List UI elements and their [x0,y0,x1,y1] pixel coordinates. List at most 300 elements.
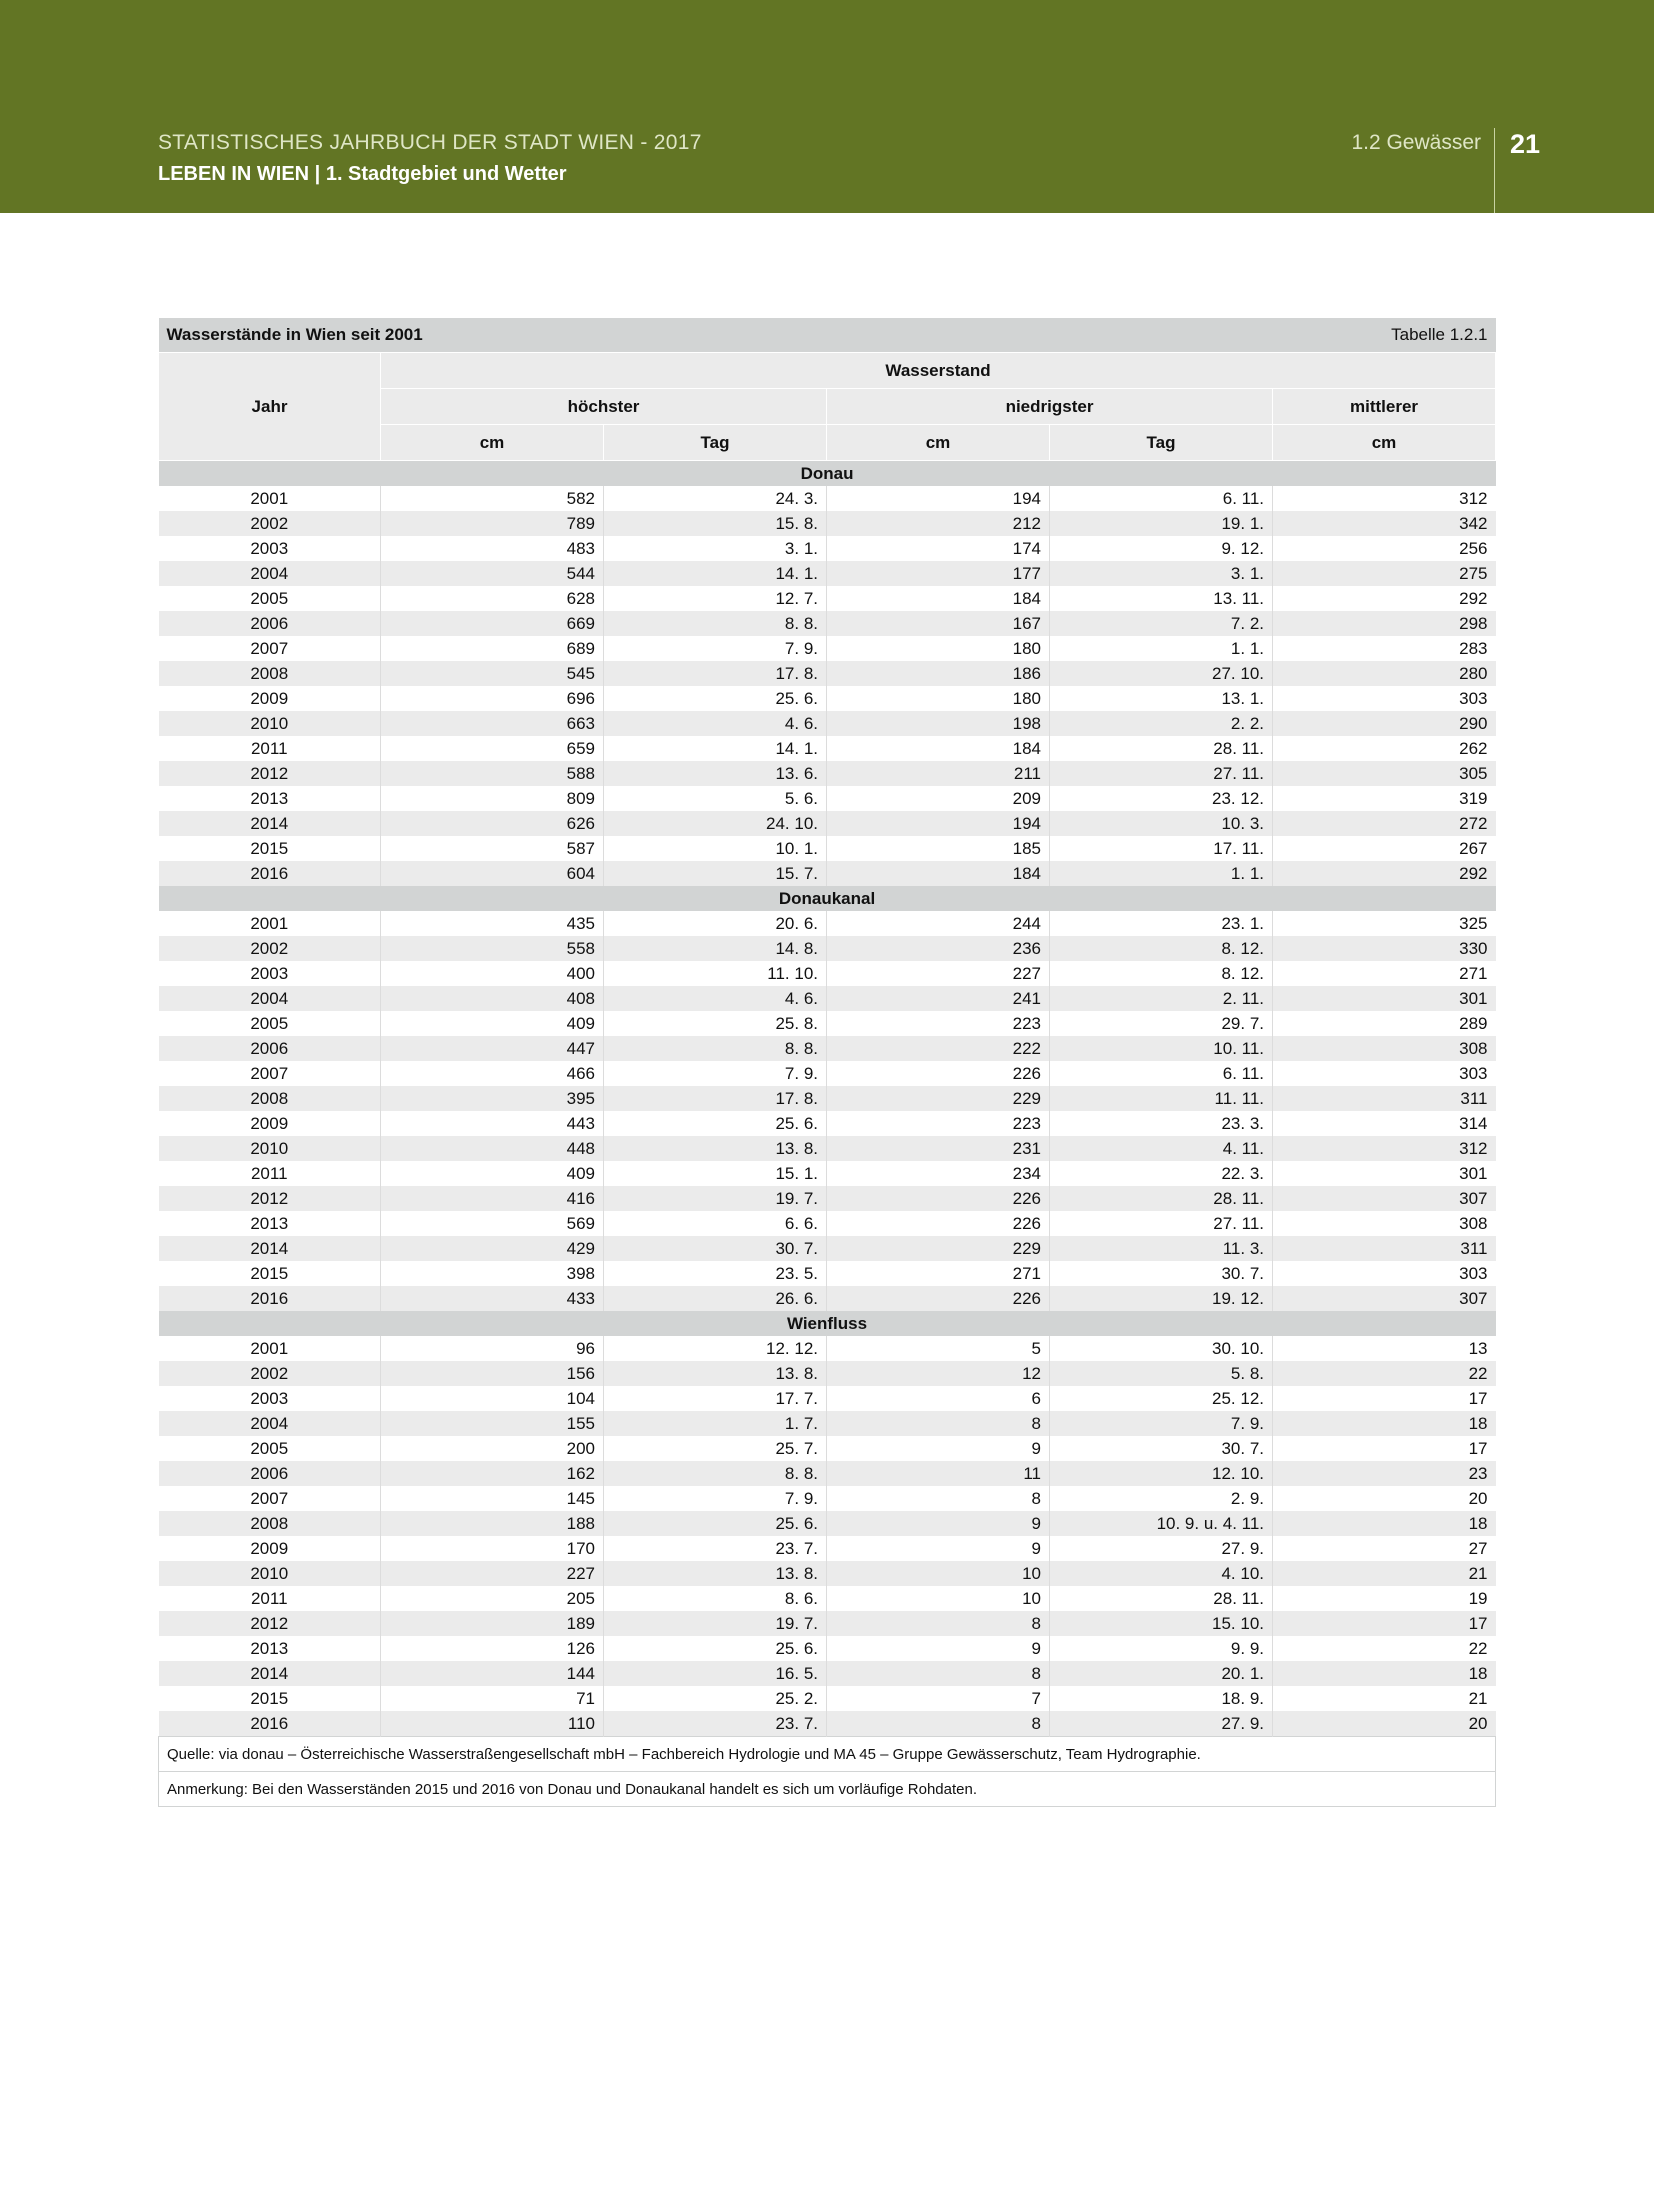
cell-mean-cm: 311 [1273,1236,1496,1261]
cell-lowest-cm: 8 [827,1611,1050,1636]
cell-highest-day: 15. 8. [604,511,827,536]
cell-lowest-cm: 8 [827,1711,1050,1737]
cell-highest-day: 8. 8. [604,611,827,636]
cell-lowest-cm: 229 [827,1086,1050,1111]
cell-year: 2004 [159,561,381,586]
table-row [159,786,1496,811]
cell-mean-cm: 290 [1273,711,1496,736]
cell-lowest-cm: 180 [827,636,1050,661]
cell-mean-cm: 17 [1273,1611,1496,1636]
cell-highest-cm: 435 [381,911,604,936]
cell-highest-cm: 110 [381,1711,604,1737]
cell-highest-cm: 104 [381,1386,604,1411]
table-row [159,836,1496,861]
cell-year: 2011 [159,736,381,761]
cell-highest-day: 16. 5. [604,1661,827,1686]
cell-lowest-cm: 167 [827,611,1050,636]
cell-lowest-day: 6. 11. [1050,486,1273,511]
cell-mean-cm: 256 [1273,536,1496,561]
table-row [159,1111,1496,1136]
cell-lowest-day: 10. 9. u. 4. 11. [1050,1511,1273,1536]
cell-mean-cm: 308 [1273,1211,1496,1236]
cell-mean-cm: 283 [1273,636,1496,661]
table-row [159,1061,1496,1086]
cell-highest-cm: 588 [381,761,604,786]
table-row [159,1436,1496,1461]
cell-year: 2009 [159,1111,381,1136]
table-row [159,686,1496,711]
cell-highest-cm: 443 [381,1111,604,1136]
cell-year: 2016 [159,1286,381,1311]
cell-lowest-day: 27. 10. [1050,661,1273,686]
cell-lowest-day: 27. 9. [1050,1711,1273,1737]
cell-highest-day: 14. 1. [604,561,827,586]
cell-lowest-cm: 185 [827,836,1050,861]
cell-lowest-day: 4. 10. [1050,1561,1273,1586]
cell-highest-cm: 604 [381,861,604,886]
cell-highest-cm: 227 [381,1561,604,1586]
table-row [159,1411,1496,1436]
cell-highest-day: 25. 6. [604,686,827,711]
header-mean: mittlerer [1273,389,1496,425]
cell-highest-day: 11. 10. [604,961,827,986]
cell-year: 2016 [159,1711,381,1737]
cell-lowest-cm: 244 [827,911,1050,936]
table-row [159,1136,1496,1161]
cell-highest-day: 20. 6. [604,911,827,936]
cell-lowest-cm: 236 [827,936,1050,961]
section-name: Donaukanal [159,886,1496,911]
cell-lowest-cm: 12 [827,1361,1050,1386]
cell-lowest-day: 7. 9. [1050,1411,1273,1436]
cell-highest-day: 25. 2. [604,1686,827,1711]
cell-mean-cm: 342 [1273,511,1496,536]
cell-lowest-day: 11. 11. [1050,1086,1273,1111]
cell-highest-cm: 96 [381,1336,604,1361]
cell-highest-day: 23. 7. [604,1536,827,1561]
publication-title: STATISTISCHES JAHRBUCH DER STADT WIEN - 2017 [158,131,702,154]
cell-highest-cm: 569 [381,1211,604,1236]
cell-mean-cm: 280 [1273,661,1496,686]
table-body [159,461,1496,1737]
header-wasserstand: Wasserstand [381,353,1496,389]
cell-year: 2002 [159,936,381,961]
cell-highest-day: 23. 7. [604,1711,827,1737]
cell-lowest-day: 13. 1. [1050,686,1273,711]
cell-highest-cm: 155 [381,1411,604,1436]
cell-lowest-day: 2. 11. [1050,986,1273,1011]
cell-highest-day: 7. 9. [604,1061,827,1086]
section-name: Wienfluss [159,1311,1496,1336]
cell-highest-cm: 582 [381,486,604,511]
table-row [159,1261,1496,1286]
header-highest: höchster [381,389,827,425]
section-row [159,886,1496,911]
cell-highest-cm: 162 [381,1461,604,1486]
cell-highest-cm: 587 [381,836,604,861]
cell-lowest-cm: 9 [827,1511,1050,1536]
cell-mean-cm: 13 [1273,1336,1496,1361]
cell-lowest-cm: 186 [827,661,1050,686]
cell-highest-cm: 669 [381,611,604,636]
cell-mean-cm: 18 [1273,1511,1496,1536]
cell-highest-cm: 466 [381,1061,604,1086]
cell-lowest-cm: 11 [827,1461,1050,1486]
cell-lowest-day: 5. 8. [1050,1361,1273,1386]
cell-lowest-day: 1. 1. [1050,636,1273,661]
cell-highest-cm: 628 [381,586,604,611]
cell-lowest-day: 19. 12. [1050,1286,1273,1311]
header-year: Jahr [159,353,381,461]
cell-highest-cm: 545 [381,661,604,686]
cell-year: 2014 [159,811,381,836]
cell-highest-day: 5. 6. [604,786,827,811]
cell-highest-day: 6. 6. [604,1211,827,1236]
cell-highest-day: 25. 6. [604,1111,827,1136]
table-row [159,1611,1496,1636]
table-row [159,1586,1496,1611]
cell-highest-day: 24. 10. [604,811,827,836]
header-lowest-cm: cm [827,425,1050,461]
table-row [159,536,1496,561]
cell-mean-cm: 330 [1273,936,1496,961]
cell-highest-cm: 448 [381,1136,604,1161]
cell-highest-cm: 170 [381,1536,604,1561]
table-row [159,611,1496,636]
cell-lowest-cm: 7 [827,1686,1050,1711]
cell-lowest-day: 27. 9. [1050,1536,1273,1561]
cell-lowest-cm: 6 [827,1386,1050,1411]
cell-lowest-cm: 180 [827,686,1050,711]
table-row [159,811,1496,836]
cell-mean-cm: 23 [1273,1461,1496,1486]
cell-year: 2010 [159,1561,381,1586]
cell-mean-cm: 267 [1273,836,1496,861]
cell-lowest-day: 4. 11. [1050,1136,1273,1161]
table-title: Wasserstände in Wien seit 2001 [159,318,827,353]
cell-mean-cm: 272 [1273,811,1496,836]
cell-year: 2012 [159,761,381,786]
cell-lowest-day: 30. 7. [1050,1436,1273,1461]
cell-lowest-day: 20. 1. [1050,1661,1273,1686]
cell-lowest-day: 30. 10. [1050,1336,1273,1361]
table-row [159,1386,1496,1411]
cell-highest-cm: 71 [381,1686,604,1711]
section-name: Donau [159,461,1496,487]
cell-mean-cm: 18 [1273,1661,1496,1686]
table-row [159,1486,1496,1511]
cell-lowest-cm: 184 [827,586,1050,611]
cell-lowest-cm: 222 [827,1036,1050,1061]
cell-lowest-day: 28. 11. [1050,1186,1273,1211]
cell-year: 2013 [159,1636,381,1661]
cell-lowest-cm: 223 [827,1011,1050,1036]
table-row [159,1361,1496,1386]
cell-highest-day: 17. 8. [604,1086,827,1111]
cell-mean-cm: 303 [1273,686,1496,711]
remark-row [159,1772,1496,1807]
table-row [159,1536,1496,1561]
cell-highest-day: 15. 1. [604,1161,827,1186]
cell-lowest-cm: 10 [827,1586,1050,1611]
table-row [159,1211,1496,1236]
cell-highest-day: 8. 8. [604,1036,827,1061]
table-row [159,636,1496,661]
cell-mean-cm: 301 [1273,1161,1496,1186]
cell-lowest-day: 6. 11. [1050,1061,1273,1086]
cell-highest-cm: 433 [381,1286,604,1311]
cell-lowest-day: 2. 9. [1050,1486,1273,1511]
cell-lowest-day: 11. 3. [1050,1236,1273,1261]
cell-lowest-day: 8. 12. [1050,961,1273,986]
cell-lowest-cm: 174 [827,536,1050,561]
cell-highest-day: 25. 7. [604,1436,827,1461]
header-lowest: niedrigster [827,389,1273,425]
cell-year: 2001 [159,911,381,936]
cell-lowest-cm: 226 [827,1286,1050,1311]
cell-lowest-day: 13. 11. [1050,586,1273,611]
cell-lowest-cm: 223 [827,1111,1050,1136]
cell-year: 2016 [159,861,381,886]
header-highest-cm: cm [381,425,604,461]
cell-highest-cm: 126 [381,1636,604,1661]
table-row [159,1161,1496,1186]
cell-year: 2013 [159,1211,381,1236]
cell-lowest-cm: 209 [827,786,1050,811]
cell-highest-day: 4. 6. [604,986,827,1011]
table-row [159,911,1496,936]
cell-highest-day: 8. 8. [604,1461,827,1486]
cell-mean-cm: 22 [1273,1636,1496,1661]
cell-lowest-day: 25. 12. [1050,1386,1273,1411]
cell-lowest-cm: 5 [827,1336,1050,1361]
table-row [159,1636,1496,1661]
cell-highest-cm: 189 [381,1611,604,1636]
cell-year: 2009 [159,1536,381,1561]
cell-year: 2007 [159,636,381,661]
cell-highest-cm: 689 [381,636,604,661]
cell-mean-cm: 314 [1273,1111,1496,1136]
cell-lowest-day: 27. 11. [1050,1211,1273,1236]
cell-year: 2014 [159,1236,381,1261]
cell-lowest-day: 8. 12. [1050,936,1273,961]
table-row [159,1186,1496,1211]
cell-mean-cm: 275 [1273,561,1496,586]
cell-mean-cm: 21 [1273,1686,1496,1711]
cell-highest-cm: 626 [381,811,604,836]
cell-mean-cm: 325 [1273,911,1496,936]
cell-mean-cm: 19 [1273,1586,1496,1611]
cell-year: 2003 [159,536,381,561]
cell-mean-cm: 311 [1273,1086,1496,1111]
cell-highest-day: 8. 6. [604,1586,827,1611]
cell-year: 2008 [159,1086,381,1111]
cell-highest-day: 13. 8. [604,1136,827,1161]
table-row [159,1461,1496,1486]
cell-lowest-cm: 226 [827,1061,1050,1086]
cell-lowest-cm: 9 [827,1536,1050,1561]
cell-highest-cm: 429 [381,1236,604,1261]
cell-highest-day: 3. 1. [604,536,827,561]
header-highest-day: Tag [604,425,827,461]
cell-highest-day: 12. 12. [604,1336,827,1361]
table-row [159,1511,1496,1536]
cell-year: 2008 [159,1511,381,1536]
cell-lowest-cm: 211 [827,761,1050,786]
cell-highest-cm: 400 [381,961,604,986]
cell-lowest-day: 3. 1. [1050,561,1273,586]
section-title: 1.2 Gewässer [1351,131,1481,154]
cell-lowest-cm: 8 [827,1661,1050,1686]
table-row [159,561,1496,586]
table-row [159,711,1496,736]
table-row [159,761,1496,786]
cell-year: 2002 [159,1361,381,1386]
cell-year: 2005 [159,1011,381,1036]
page-number: 21 [1510,129,1541,159]
cell-highest-cm: 659 [381,736,604,761]
cell-lowest-day: 30. 7. [1050,1261,1273,1286]
table-row [159,1036,1496,1061]
cell-highest-cm: 809 [381,786,604,811]
header-row-1 [159,353,1496,389]
cell-year: 2005 [159,586,381,611]
cell-mean-cm: 20 [1273,1711,1496,1737]
cell-lowest-cm: 198 [827,711,1050,736]
cell-year: 2001 [159,486,381,511]
cell-highest-day: 12. 7. [604,586,827,611]
cell-lowest-day: 28. 11. [1050,736,1273,761]
cell-year: 2007 [159,1486,381,1511]
cell-year: 2012 [159,1611,381,1636]
cell-year: 2007 [159,1061,381,1086]
cell-highest-cm: 409 [381,1011,604,1036]
cell-lowest-cm: 194 [827,486,1050,511]
table-row [159,486,1496,511]
cell-lowest-cm: 271 [827,1261,1050,1286]
cell-lowest-cm: 194 [827,811,1050,836]
cell-mean-cm: 21 [1273,1561,1496,1586]
cell-lowest-cm: 184 [827,736,1050,761]
cell-mean-cm: 17 [1273,1386,1496,1411]
cell-lowest-cm: 9 [827,1636,1050,1661]
cell-highest-day: 14. 8. [604,936,827,961]
cell-year: 2005 [159,1436,381,1461]
cell-highest-cm: 200 [381,1436,604,1461]
water-levels-table-container [158,318,1496,1807]
page-header-banner [0,0,1654,213]
cell-year: 2010 [159,711,381,736]
cell-year: 2012 [159,1186,381,1211]
cell-year: 2004 [159,986,381,1011]
table-row [159,1336,1496,1361]
cell-mean-cm: 307 [1273,1286,1496,1311]
cell-highest-cm: 416 [381,1186,604,1211]
cell-year: 2015 [159,1686,381,1711]
cell-lowest-day: 10. 3. [1050,811,1273,836]
cell-mean-cm: 20 [1273,1486,1496,1511]
table-id: Tabelle 1.2.1 [827,318,1496,353]
cell-year: 2006 [159,1036,381,1061]
header-mean-cm: cm [1273,425,1496,461]
cell-highest-cm: 205 [381,1586,604,1611]
cell-year: 2003 [159,961,381,986]
cell-mean-cm: 292 [1273,861,1496,886]
cell-highest-cm: 447 [381,1036,604,1061]
cell-highest-cm: 144 [381,1661,604,1686]
cell-year: 2002 [159,511,381,536]
cell-year: 2006 [159,611,381,636]
cell-year: 2008 [159,661,381,686]
cell-lowest-day: 23. 3. [1050,1111,1273,1136]
cell-mean-cm: 312 [1273,486,1496,511]
cell-lowest-cm: 226 [827,1186,1050,1211]
cell-highest-day: 4. 6. [604,711,827,736]
table-row [159,861,1496,886]
cell-highest-day: 13. 6. [604,761,827,786]
cell-mean-cm: 303 [1273,1261,1496,1286]
cell-highest-day: 25. 6. [604,1636,827,1661]
cell-mean-cm: 301 [1273,986,1496,1011]
cell-year: 2006 [159,1461,381,1486]
cell-lowest-day: 19. 1. [1050,511,1273,536]
cell-highest-day: 7. 9. [604,1486,827,1511]
cell-highest-day: 17. 7. [604,1386,827,1411]
cell-highest-cm: 663 [381,711,604,736]
cell-highest-day: 17. 8. [604,661,827,686]
cell-year: 2015 [159,836,381,861]
cell-highest-day: 15. 7. [604,861,827,886]
chapter-title: LEBEN IN WIEN | 1. Stadtgebiet und Wetter [158,163,567,185]
cell-year: 2010 [159,1136,381,1161]
cell-highest-cm: 145 [381,1486,604,1511]
cell-year: 2011 [159,1161,381,1186]
cell-lowest-cm: 10 [827,1561,1050,1586]
cell-highest-cm: 483 [381,536,604,561]
cell-highest-day: 24. 3. [604,486,827,511]
cell-year: 2004 [159,1411,381,1436]
header-lowest-day: Tag [1050,425,1273,461]
table-row [159,936,1496,961]
cell-mean-cm: 298 [1273,611,1496,636]
cell-mean-cm: 271 [1273,961,1496,986]
cell-lowest-cm: 184 [827,861,1050,886]
cell-highest-cm: 409 [381,1161,604,1186]
table-row [159,1711,1496,1737]
cell-lowest-cm: 8 [827,1411,1050,1436]
cell-lowest-day: 18. 9. [1050,1686,1273,1711]
cell-lowest-day: 9. 9. [1050,1636,1273,1661]
cell-lowest-day: 23. 1. [1050,911,1273,936]
cell-lowest-day: 7. 2. [1050,611,1273,636]
cell-year: 2014 [159,1661,381,1686]
cell-lowest-cm: 177 [827,561,1050,586]
cell-highest-day: 25. 8. [604,1011,827,1036]
cell-year: 2009 [159,686,381,711]
cell-mean-cm: 17 [1273,1436,1496,1461]
cell-mean-cm: 312 [1273,1136,1496,1161]
cell-mean-cm: 319 [1273,786,1496,811]
source-note: Quelle: via donau – Österreichische Wasserstraßengesellschaft mbH – Fachbereich Hydrologie und MA 45 – Gruppe Gewässerschutz, Team Hydrographie. [159,1737,1496,1772]
table-row [159,511,1496,536]
cell-lowest-day: 9. 12. [1050,536,1273,561]
section-row [159,1311,1496,1336]
cell-highest-cm: 558 [381,936,604,961]
cell-mean-cm: 305 [1273,761,1496,786]
source-row [159,1737,1496,1772]
cell-mean-cm: 18 [1273,1411,1496,1436]
cell-lowest-day: 17. 11. [1050,836,1273,861]
